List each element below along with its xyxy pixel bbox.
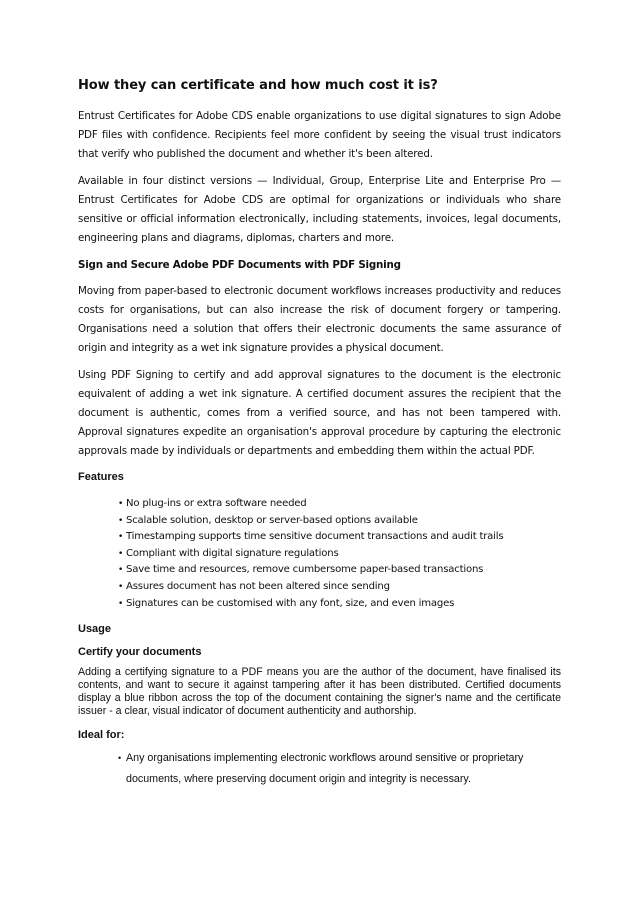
bullet-icon: • xyxy=(118,598,124,609)
bullet-icon: • xyxy=(118,515,124,526)
features-list xyxy=(78,496,561,612)
features-heading: Features xyxy=(78,471,124,483)
usage-heading: Usage xyxy=(78,623,112,636)
versions-paragraph: Available in four distinct versions — Individual, Group, Enterprise Lite and Enterprise Pro — Entrust Certificates for Adobe CDS are optimal for organizations or individuals who share sensitive or official information electronically, including statements, invoices, legal documents, engineering plans and diagrams, diplomas, charters and more. xyxy=(78,175,561,244)
list-item: • Scalable solution, desktop or server-based options available xyxy=(78,513,561,530)
list-item: • Compliant with digital signature regulations xyxy=(78,546,561,563)
bullet-icon: • xyxy=(118,548,124,559)
certify-heading: Certify your documents xyxy=(78,646,202,659)
section-heading-pdf-signing: Sign and Secure Adobe PDF Documents with PDF Signing xyxy=(78,259,401,271)
list-item: • Save time and resources, remove cumbersome paper-based transactions xyxy=(78,562,561,579)
list-item: • Assures document has not been altered since sending xyxy=(78,579,561,596)
list-item: • No plug-ins or extra software needed xyxy=(78,496,561,513)
bullet-icon: • xyxy=(118,581,124,592)
pdf-signing-paragraph: Using PDF Signing to certify and add approval signatures to the document is the electronic equivalent of adding a wet ink signature. A certified document assures the recipient that the document is authentic, comes from a verified source, and has not been tampered with. Approval signatures expedite an organisation's approval procedure by capturing the electronic approvals made by individuals or departments and embedding them within the actual PDF. xyxy=(78,369,561,457)
bullet-icon: • xyxy=(118,565,124,576)
ideal-for-heading: Ideal for: xyxy=(78,729,125,742)
list-item: • Timestamping supports time sensitive document transactions and audit trails xyxy=(78,529,561,546)
workflow-paragraph: Moving from paper-based to electronic document workflows increases productivity and reduces costs for organisations, but can also increase the risk of document forgery or tampering. Organisations need a solution that offers their electronic documents the same assurance of origin and integrity as a wet ink signature provides a physical document. xyxy=(78,285,561,354)
bullet-icon: • xyxy=(118,532,124,543)
list-item: • Any organisations implementing electronic workflows around sensitive or proprietary documents, where preserving document origin and integrity is necessary. xyxy=(78,748,561,790)
bullet-icon: • xyxy=(118,753,122,764)
certify-paragraph: Adding a certifying signature to a PDF means you are the author of the document, have finalised its contents, and want to secure it against tampering after it has been distributed. Certified documents display a blue ribbon across the top of the document containing the signer's name and the certificate issuer - a clear, visual indicator of document authenticity and authorship. xyxy=(78,666,561,718)
ideal-for-list xyxy=(78,748,561,790)
page-title: How they can certificate and how much cost it is? xyxy=(78,78,438,93)
list-item: • Signatures can be customised with any font, size, and even images xyxy=(78,596,561,613)
intro-paragraph: Entrust Certificates for Adobe CDS enable organizations to use digital signatures to sign Adobe PDF files with confidence. Recipients feel more confident by seeing the visual trust indicators that verify who published the document and whether it's been altered. xyxy=(78,110,561,160)
bullet-icon: • xyxy=(118,499,124,509)
